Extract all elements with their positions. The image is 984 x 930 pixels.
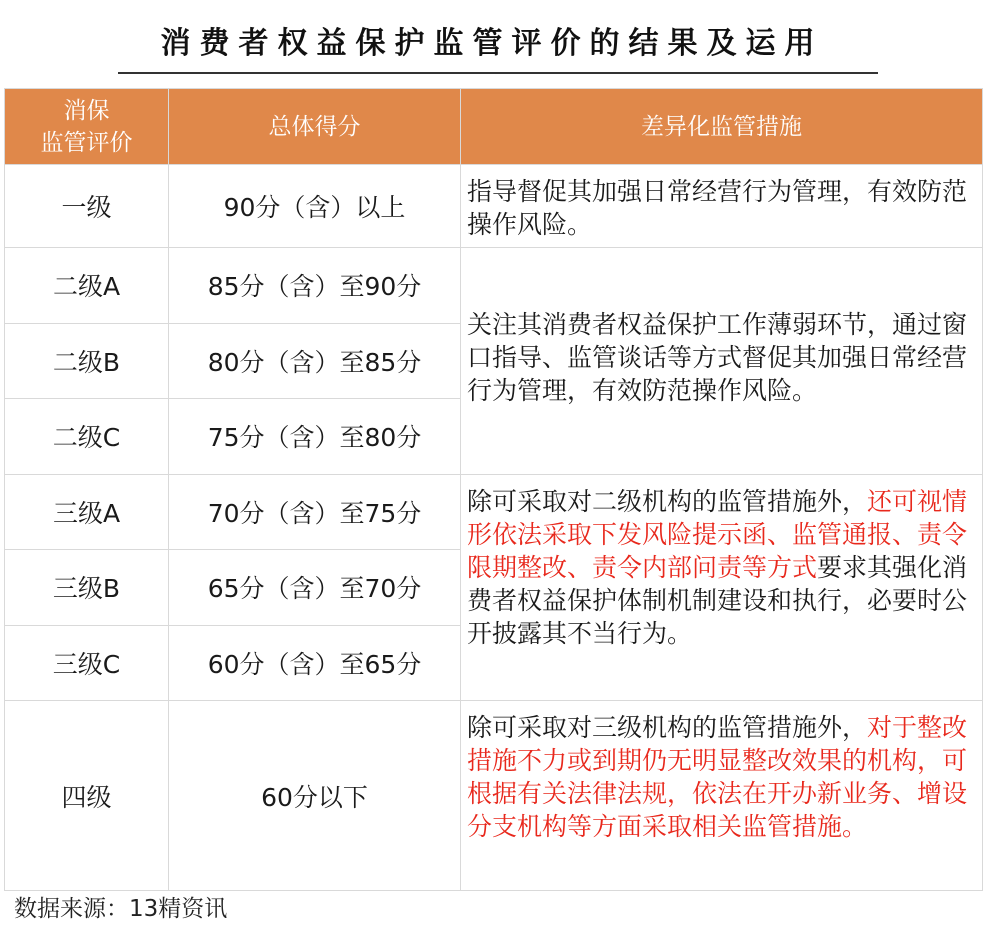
score-cell: 65分（含）至70分 [169,550,461,626]
measure-level4-highlight: 对于整改措施不力或到期仍无明显整改效果的机构，可根据有关法律法规，依法在开办新业务、增设分支机构等方面采取相关监管措施。 [467,713,968,841]
level-cell: 三级C [5,625,169,701]
measure-level2: 关注其消费者权益保护工作薄弱环节，通过窗口指导、监管谈话等方式督促其加强日常经营行为管理，有效防范操作风险。 [461,248,983,475]
header-score: 总体得分 [169,89,461,165]
header-measures: 差异化监管措施 [461,89,983,165]
measure-level4-pre: 除可采取对三级机构的监管措施外， [467,713,868,742]
score-cell: 90分（含）以上 [169,165,461,248]
measure-level4 [461,701,983,891]
page-title: 消费者权益保护监管评价的结果及运用 [160,26,824,61]
level-cell: 三级A [5,474,169,550]
level-cell: 三级B [5,550,169,626]
evaluation-table [4,88,983,891]
measure-level3-post: 要求其强化消费者权益保护体制机制建设和执行，必要时公开披露其不当行为。 [467,552,968,648]
score-cell: 60分（含）至65分 [169,625,461,701]
score-cell: 85分（含）至90分 [169,248,461,324]
measure-level1: 指导督促其加强日常经营行为管理，有效防范操作风险。 [461,165,983,248]
measure-level3 [461,474,983,701]
level-cell: 二级A [5,248,169,324]
measure-level3-pre: 除可采取对二级机构的监管措施外， [467,486,868,516]
measure-level3-highlight: 还可视情形依法采取下发风险提示函、监管通报、责令限期整改、责令内部问责等方式 [467,486,968,582]
level-cell: 二级B [5,323,169,399]
level-cell: 二级C [5,399,169,475]
header-level [5,89,169,165]
source-note: 数据来源：13精资讯 [14,896,228,922]
level-cell: 一级 [5,165,169,248]
score-cell: 75分（含）至80分 [169,399,461,475]
table-row [5,165,983,248]
header-level-line2: 监管评价 [40,129,133,156]
table-row [5,474,983,550]
title-underline [118,72,878,74]
score-cell: 80分（含）至85分 [169,323,461,399]
table-row [5,248,983,324]
table-header-row [5,89,983,165]
header-level-line1: 消保 [63,97,110,124]
score-cell: 60分以下 [169,701,461,891]
score-cell: 70分（含）至75分 [169,474,461,550]
table-row [5,701,983,891]
level-cell: 四级 [5,701,169,891]
